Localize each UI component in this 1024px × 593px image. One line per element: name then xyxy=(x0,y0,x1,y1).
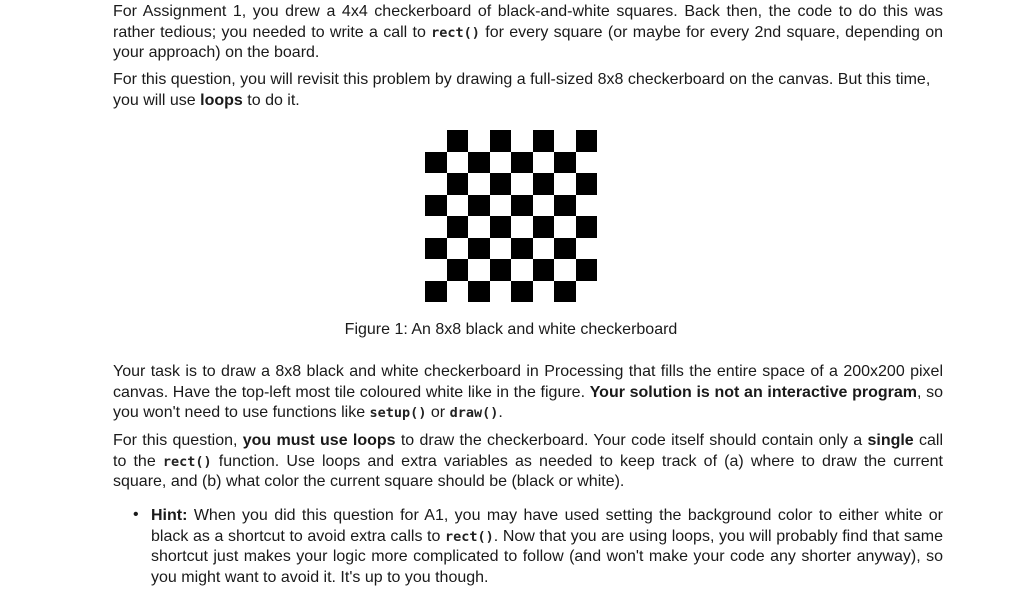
checker-square-white xyxy=(533,195,555,217)
checker-square-black xyxy=(425,281,447,303)
checker-square-white xyxy=(511,216,533,238)
checker-square-white xyxy=(511,259,533,281)
checkerboard-figure xyxy=(425,130,597,302)
checker-square-white xyxy=(425,216,447,238)
checker-square-black xyxy=(576,259,598,281)
code-draw: draw() xyxy=(449,405,499,421)
checker-square-black xyxy=(576,216,598,238)
checker-square-white xyxy=(490,152,512,174)
hint-text: When you did this question for A1, you may have used setting the background color to either white or black as a shortcut to avoid extra calls to xyxy=(151,507,943,545)
code-rect-3: rect() xyxy=(445,528,494,545)
hint-list-item xyxy=(133,506,943,588)
checker-square-black xyxy=(490,259,512,281)
checker-square-black xyxy=(554,238,576,260)
checker-square-black xyxy=(511,238,533,260)
paragraph-task xyxy=(113,362,943,424)
checker-square-white xyxy=(554,173,576,195)
checker-square-white xyxy=(511,173,533,195)
checker-square-white xyxy=(533,152,555,174)
checker-square-black xyxy=(554,281,576,303)
checker-square-white xyxy=(447,238,469,260)
task-bold: Your solution is not an interactive program xyxy=(589,383,917,401)
checker-square-black xyxy=(576,130,598,152)
intro-text-end: for every square (or maybe for every 2nd square, depending on your approach) on the board. xyxy=(113,23,944,61)
checker-square-black xyxy=(533,216,555,238)
checker-square-black xyxy=(447,216,469,238)
checker-square-black xyxy=(554,152,576,174)
checker-square-white xyxy=(554,216,576,238)
checker-square-black xyxy=(511,195,533,217)
checker-square-white xyxy=(533,238,555,260)
checker-square-white xyxy=(533,281,555,303)
checker-square-black xyxy=(425,195,447,217)
checker-square-black xyxy=(511,152,533,174)
checker-square-black xyxy=(425,152,447,174)
checker-square-white xyxy=(447,281,469,303)
checker-square-white xyxy=(511,130,533,152)
checker-square-black xyxy=(447,130,469,152)
checker-square-black xyxy=(533,259,555,281)
revisit-text: For this question, you will revisit this problem by drawing a full-sized 8x8 checkerboard on the canvas. But this time, you will use xyxy=(113,71,931,109)
checker-square-white xyxy=(447,195,469,217)
checker-square-black xyxy=(468,195,490,217)
hint-label: Hint: xyxy=(151,507,188,524)
req-text-mid: to draw the checkerboard. Your code itself should contain only a xyxy=(395,432,868,449)
checker-square-black xyxy=(447,259,469,281)
paragraph-revisit xyxy=(113,70,943,111)
req-bold-single: single xyxy=(867,432,914,449)
paragraph-requirements xyxy=(113,431,943,493)
checker-square-black xyxy=(490,130,512,152)
req-text-call: call to the xyxy=(113,432,944,470)
task-text-or: or xyxy=(426,404,450,421)
code-rect: rect() xyxy=(431,24,480,41)
checker-square-black xyxy=(576,173,598,195)
checker-square-white xyxy=(425,130,447,152)
task-text-end: . xyxy=(498,404,503,421)
checker-square-white xyxy=(468,216,490,238)
checker-square-white xyxy=(447,152,469,174)
checker-square-white xyxy=(490,238,512,260)
checker-square-white xyxy=(576,238,598,260)
checker-square-white xyxy=(468,130,490,152)
code-setup: setup() xyxy=(369,405,427,421)
checker-square-black xyxy=(468,238,490,260)
checker-square-black xyxy=(533,173,555,195)
intro-text: For Assignment 1, you drew a 4x4 checkerboard of black-and-white squares. Back then, the code to do this was rather tedious; you needed to write a call to xyxy=(113,3,943,41)
checker-square-white xyxy=(576,152,598,174)
revisit-bold: loops xyxy=(200,91,243,109)
checker-square-black xyxy=(468,281,490,303)
hint-text-end: . Now that you are using loops, you will probably find that same shortcut just makes your logic more complicated to follow (and won't make your code any shorter anyway), so you might want to avoid it. It's up to you though. xyxy=(151,527,943,586)
checker-square-black xyxy=(468,152,490,174)
hint-paragraph xyxy=(151,506,943,588)
checker-square-white xyxy=(468,173,490,195)
checker-square-black xyxy=(447,173,469,195)
checkerboard xyxy=(425,130,597,302)
checker-square-white xyxy=(425,259,447,281)
checker-square-black xyxy=(490,173,512,195)
checker-square-white xyxy=(425,173,447,195)
revisit-text-end: to do it. xyxy=(242,91,300,109)
checker-square-white xyxy=(554,130,576,152)
checker-square-white xyxy=(576,281,598,303)
bullet-icon: • xyxy=(133,506,139,523)
checker-square-white xyxy=(468,259,490,281)
figure-caption: Figure 1: An 8x8 black and white checkerboard xyxy=(344,321,678,338)
checker-square-black xyxy=(425,238,447,260)
task-text: Your task is to draw a 8x8 black and white checkerboard in Processing that fills the entire space of a 200x200 pixel canvas. Have the top-left most tile coloured white like in the figure. xyxy=(113,363,943,401)
req-text: For this question, xyxy=(113,432,243,449)
checker-square-black xyxy=(490,216,512,238)
checker-square-black xyxy=(533,130,555,152)
checker-square-white xyxy=(576,195,598,217)
checker-square-white xyxy=(554,259,576,281)
checker-square-white xyxy=(490,195,512,217)
req-bold-loops: you must use loops xyxy=(242,432,396,449)
task-text-mid: , so you won't need to use functions like xyxy=(113,383,944,421)
code-rect-2: rect() xyxy=(162,453,212,470)
checker-square-white xyxy=(490,281,512,303)
req-text-end: function. Use loops and extra variables as needed to keep track of (a) where to draw the current square, and (b) what color the current square should be (black or white). xyxy=(113,452,943,490)
paragraph-intro xyxy=(113,2,943,64)
checker-square-black xyxy=(511,281,533,303)
checker-square-black xyxy=(554,195,576,217)
